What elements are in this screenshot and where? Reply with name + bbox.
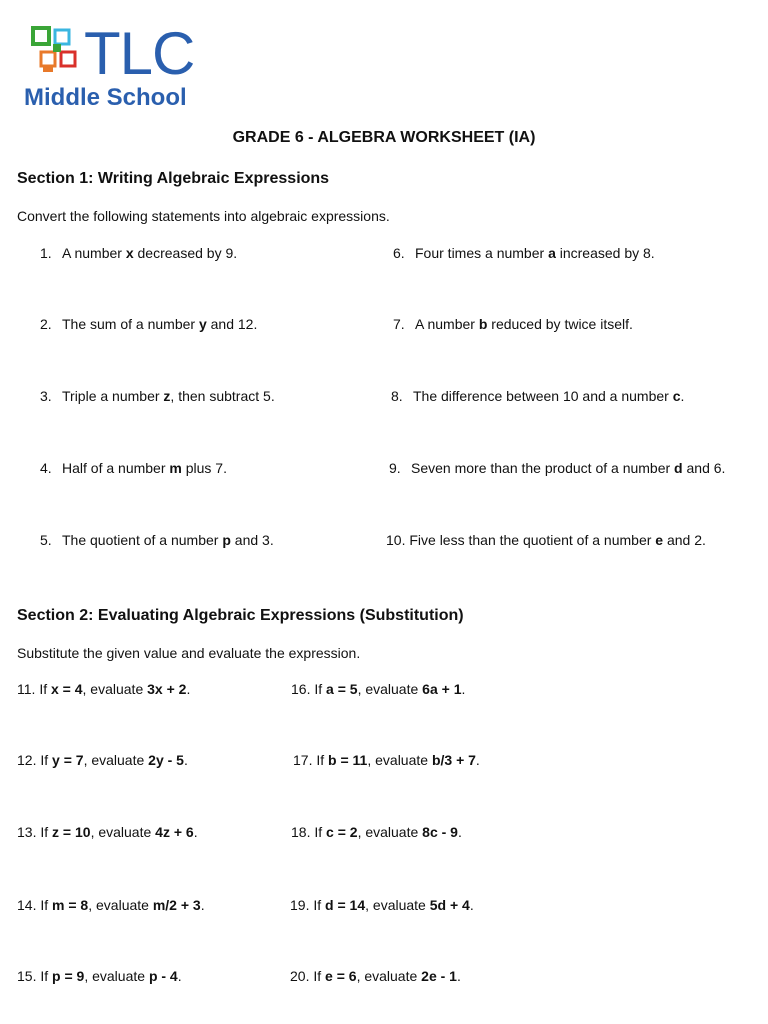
question-text: , evaluate [357,681,423,697]
logo-squares-icon [31,26,83,78]
question-20 [290,968,461,984]
question-5 [40,532,274,548]
question-number: 12. [17,752,41,768]
question-text: , evaluate [82,681,148,697]
question-text: and 2. [663,532,706,548]
question-text: and 6. [682,460,726,476]
question-variable: 2e - 1 [421,968,457,984]
question-text: A number [415,316,479,332]
question-text: . [469,897,474,913]
question-11 [17,681,190,697]
question-19 [290,897,474,913]
question-text: If [40,968,53,984]
question-number: 8. [391,388,403,404]
question-number: 7. [393,316,405,332]
question-variable: p = 9 [52,968,85,984]
question-text: . [457,824,462,840]
question-text: The sum of a number [62,316,199,332]
question-variable: a [548,245,556,261]
question-text: If [39,681,51,697]
question-variable: d [674,460,683,476]
question-text: The quotient of a number [62,532,223,548]
question-variable: b [478,316,488,332]
question-8 [391,388,684,404]
question-variable: y = 7 [52,752,84,768]
question-text: If [313,897,326,913]
question-1 [40,245,237,261]
question-text: , evaluate [357,824,423,840]
question-text: . [461,681,466,697]
question-variable: a = 5 [326,681,358,697]
question-number: 13. [17,824,41,840]
question-text: Seven more than the product of a number [411,460,675,476]
question-text: . [183,752,188,768]
question-variable: 2y - 5 [148,752,184,768]
question-number: 14. [17,897,41,913]
question-text: . [177,968,182,984]
section1-heading: Section 1: Writing Algebraic Expressions [17,170,330,187]
question-number: 20. [290,968,314,984]
question-7 [393,316,633,332]
question-number: 16. [291,681,315,697]
question-variable: d = 14 [325,897,366,913]
question-variable: m = 8 [52,897,89,913]
question-14 [17,897,205,913]
question-text: . [456,968,461,984]
question-16 [291,681,465,697]
question-variable: 5d + 4 [429,897,470,913]
question-number: 1. [40,245,52,261]
question-10 [386,532,706,548]
question-text: If [40,752,53,768]
question-text: If [314,824,327,840]
question-variable: m/2 + 3 [152,897,201,913]
question-3 [40,388,275,404]
question-number: 10. [386,532,410,548]
question-number: 19. [290,897,314,913]
question-variable: b/3 + 7 [431,752,476,768]
question-text: The difference between 10 and a number [413,388,673,404]
question-9 [389,460,725,476]
question-18 [291,824,462,840]
question-variable: e [655,532,664,548]
question-variable: b = 11 [328,752,368,768]
question-variable: x [125,245,134,261]
question-17 [293,752,480,768]
question-text: If [316,752,329,768]
question-text: , evaluate [356,968,422,984]
school-logo [22,22,222,114]
question-number: 4. [40,460,52,476]
section2-heading: Section 2: Evaluating Algebraic Expressions (Substitution) [17,607,464,624]
question-text: Four times a number [415,245,549,261]
question-variable: 6a + 1 [422,681,462,697]
question-4 [40,460,227,476]
question-variable: p [222,532,231,548]
school-name: Middle School [24,84,187,111]
question-variable: z [163,388,171,404]
question-text: , then subtract 5. [170,388,275,404]
question-text: If [40,824,53,840]
question-number: 17. [293,752,317,768]
question-text: . [186,681,191,697]
question-variable: 3x + 2 [147,681,187,697]
question-variable: 8c - 9 [422,824,458,840]
question-text: Half of a number [62,460,170,476]
question-number: 18. [291,824,315,840]
question-text: increased by 8. [555,245,655,261]
question-text: . [680,388,685,404]
question-text: . [475,752,480,768]
question-6 [393,245,655,261]
question-2 [40,316,257,332]
question-number: 15. [17,968,41,984]
question-12 [17,752,188,768]
question-text: , evaluate [367,752,432,768]
question-number: 3. [40,388,52,404]
question-variable: c = 2 [326,824,358,840]
question-text: If [40,897,53,913]
question-variable: e = 6 [325,968,357,984]
question-number: 2. [40,316,52,332]
question-variable: z = 10 [52,824,91,840]
question-number: 11. [17,681,40,697]
question-variable: m [169,460,182,476]
question-text: , evaluate [84,968,149,984]
question-text: and 3. [230,532,274,548]
question-text: If [314,681,327,697]
question-text: , evaluate [90,824,156,840]
question-text: Triple a number [62,388,164,404]
question-text: . [193,824,198,840]
question-variable: x = 4 [50,681,83,697]
question-number: 9. [389,460,401,476]
question-text: , evaluate [365,897,430,913]
question-text: and 12. [206,316,258,332]
worksheet-title: GRADE 6 - ALGEBRA WORKSHEET (IA) [232,129,536,146]
question-text: plus 7. [181,460,227,476]
question-variable: 4z + 6 [155,824,194,840]
question-text: reduced by twice itself. [487,316,633,332]
question-number: 6. [393,245,405,261]
question-15 [17,968,182,984]
question-text: , evaluate [83,752,149,768]
logo-text: TLC [84,20,195,87]
question-text: , evaluate [88,897,153,913]
question-text: If [313,968,326,984]
question-variable: p - 4 [148,968,178,984]
question-text: decreased by 9. [133,245,238,261]
section2-instructions: Substitute the given value and evaluate the expression. [17,645,361,661]
question-text: . [200,897,205,913]
question-text: Five less than the quotient of a number [409,532,656,548]
question-text: A number [62,245,126,261]
section1-instructions: Convert the following statements into algebraic expressions. [17,208,390,224]
question-variable: c [672,388,681,404]
question-13 [17,824,198,840]
question-variable: y [198,316,207,332]
question-number: 5. [40,532,52,548]
